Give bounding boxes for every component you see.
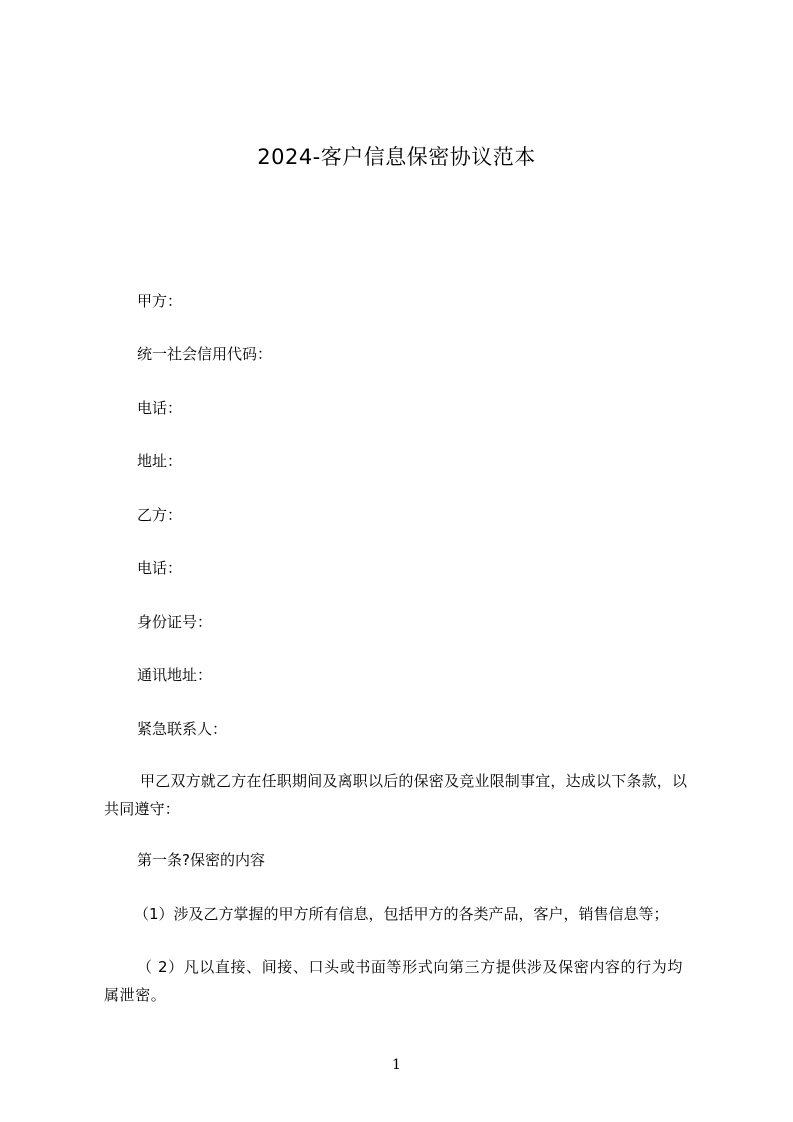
intro-paragraph: 甲乙双方就乙方在任职期间及离职以后的保密及竞业限制事宜，达成以下条款，以共同遵守：	[104, 772, 688, 818]
party-b-field: 乙方：	[137, 506, 183, 524]
clause-1-paragraph: （1）涉及乙方掌握的甲方所有信息，包括甲方的各类产品，客户，销售信息等；	[134, 905, 669, 923]
address-a-field: 地址：	[137, 452, 183, 470]
id-number-field: 身份证号：	[137, 613, 213, 631]
party-a-field: 甲方：	[137, 292, 183, 310]
article-1-heading: 第一条?保密的内容	[137, 851, 265, 869]
credit-code-field: 统一社会信用代码：	[137, 345, 273, 363]
phone-b-field: 电话：	[137, 559, 183, 577]
clause-2-paragraph: （ 2）凡以直接、间接、口头或书面等形式向第三方提供涉及保密内容的行为均属泄密。	[104, 958, 683, 1004]
emergency-contact-field: 紧急联系人：	[137, 720, 228, 738]
phone-a-field: 电话：	[137, 399, 183, 417]
mailing-address-field: 通讯地址：	[137, 666, 213, 684]
document-title: 2024-客户信息保密协议范本	[257, 145, 536, 169]
page-number: 1	[392, 1057, 401, 1073]
